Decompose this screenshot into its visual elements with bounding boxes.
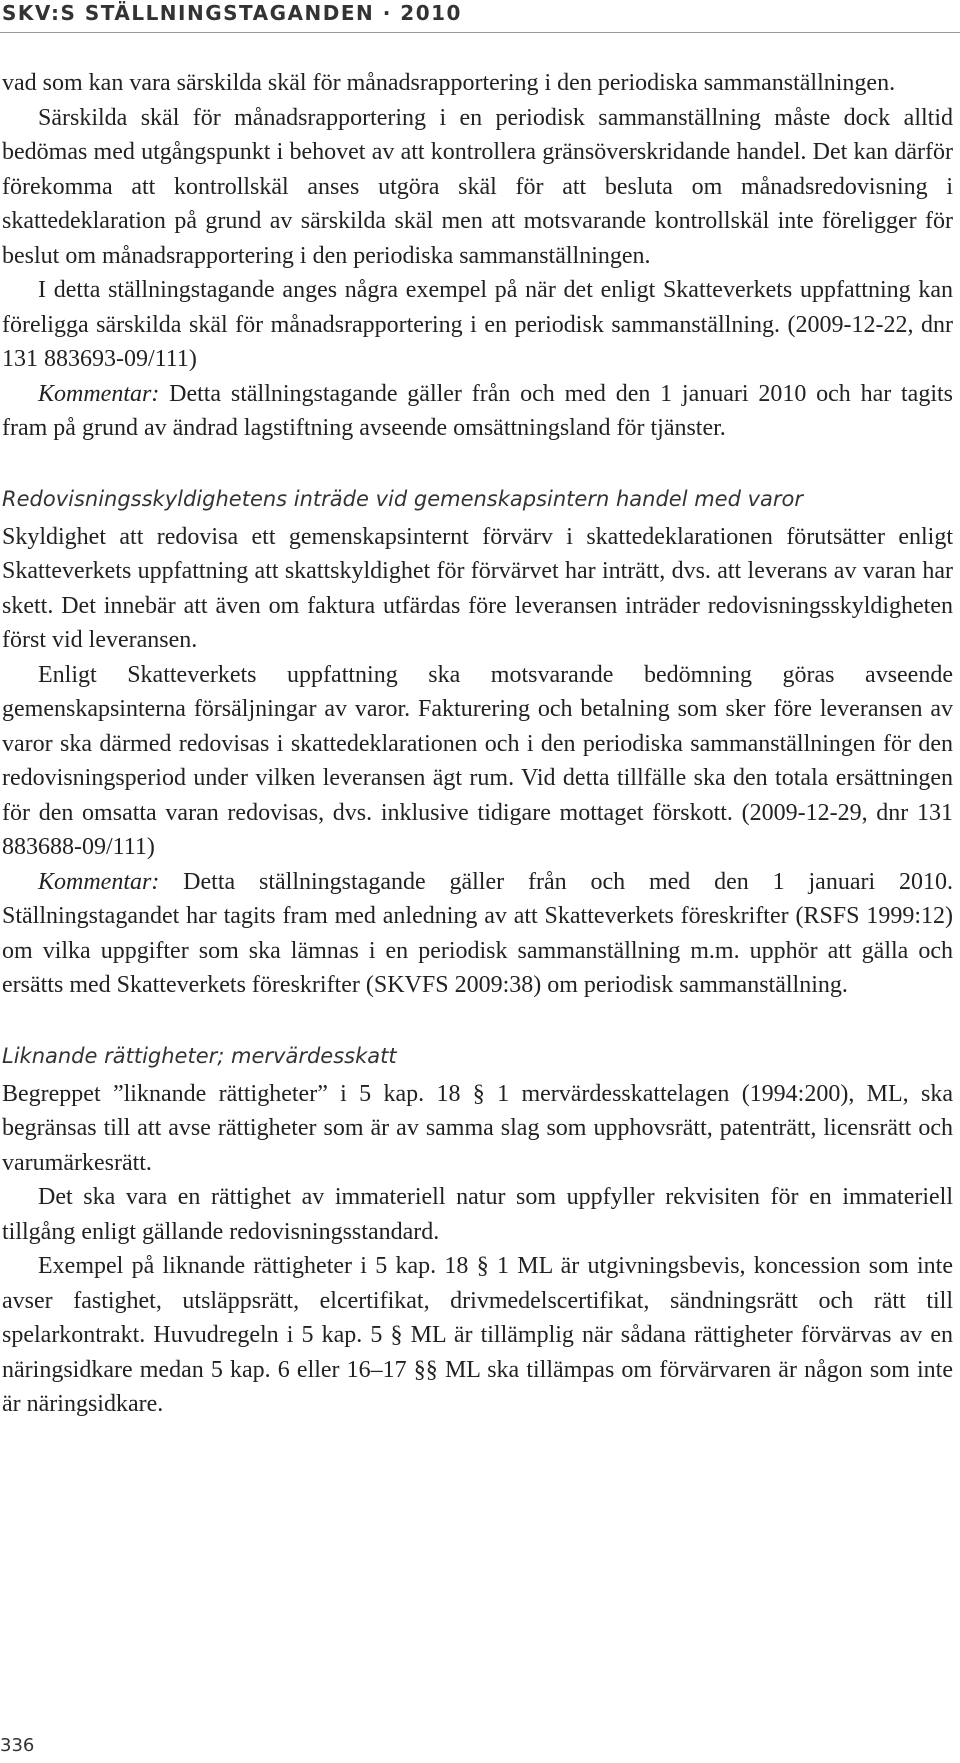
section2-paragraph-2: Det ska vara en rättighet av immateriell natur som uppfyller rekvisiten för en immateriell tillgång enligt gällande redovisningsstandard. (2, 1184, 953, 1245)
running-header (0, 0, 960, 28)
comment-label: Kommentar: (38, 380, 160, 407)
section-heading-redovisningsskyldighet: Redovisningsskyldighetens inträde vid gemenskapsintern handel med varor (2, 486, 803, 511)
section1-comment (2, 865, 953, 1003)
intro-paragraph-1: vad som kan vara särskilda skäl för månadsrapportering i den periodiska sammanställningen. (2, 70, 896, 96)
section2-paragraph-3: Exempel på liknande rättigheter i 5 kap. 18 § 1 ML är utgivningsbevis, koncession som inte avser fastighet, utsläppsrätt, elcertifikat, drivmedelscertifikat, sändningsrätt och rätt till spelarkontrakt. Huvudregeln i 5 kap. 5 § ML är tillämplig när sådana rättigheter förvärvas av en näringsidkare medan 5 kap. 6 eller 16–17 §§ ML ska tillämpas om förvärvaren är någon som inte är näringsidkare. (2, 1253, 953, 1417)
comment-text: Detta ställningstagande gäller från och med den 1 januari 2010 och har tagits fram på grund av ändrad lagstiftning avseende omsättningsland för tjänster. (2, 380, 953, 441)
intro-paragraph-3: I detta ställningstagande anges några exempel på när det enligt Skatteverkets uppfattning kan föreligga särskilda skäl för månadsrapportering i en periodisk sammanställning. (2009-12-22, dnr 131 883693-09/111) (2, 277, 953, 372)
running-title: SKV:S STÄLLNINGSTAGANDEN · 2010 (2, 1, 462, 25)
comment-label: Kommentar: (38, 868, 160, 895)
section-heading-liknande-rattigheter: Liknande rättigheter; mervärdesskatt (2, 1043, 397, 1068)
page-body (2, 66, 953, 1422)
page-number: 336 (0, 1735, 35, 1756)
comment-text: Detta ställningstagande gäller från och med den 1 januari 2010. Ställningstagandet har tagits fram med anledning av att Skatteverkets föreskrifter (RSFS 1999:12) om vilka uppgifter som ska lämnas i en periodisk sammanställning m.m. upphör att gälla och ersätts med Skatteverkets föreskrifter (SKVFS 2009:38) om periodisk sammanställning. (2, 868, 953, 998)
intro-paragraph-2: Särskilda skäl för månadsrapportering i en periodisk sammanställning måste dock alltid bedömas med utgångspunkt i behovet av att kontrollera gränsöverskridande handel. Det kan därför förekomma att kontrollskäl anses utgöra skäl för att besluta om månadsredovisning i skattedeklaration på grund av särskilda skäl men att motsvarande kontrollskäl inte föreligger för beslut om månadsrapportering i den periodiska sammanställningen. (2, 104, 953, 269)
section2-paragraph-1: Begreppet ”liknande rättigheter” i 5 kap. 18 § 1 mervärdesskattelagen (1994:200), ML, ska begränsas till att avse rättigheter som är av samma slag som upphovsrätt, patenträtt, licensrätt och varumärkesrätt. (2, 1080, 953, 1176)
header-rule (0, 32, 960, 33)
section1-paragraph-2: Enligt Skatteverkets uppfattning ska motsvarande bedömning göras avseende gemenskapsinterna försäljningar av varor. Fakturering och betalning som sker före leveransen av varor ska därmed redovisas i skattedeklarationen och i den periodiska sammanställningen för den redovisningsperiod under vilken leveransen ägt rum. Vid detta tillfälle ska den totala ersättningen för den omsatta varan redovisas, dvs. inklusive tidigare mottaget förskott. (2009-12-29, dnr 131 883688-09/111) (2, 661, 953, 860)
intro-comment (2, 377, 953, 446)
section1-paragraph-1: Skyldighet att redovisa ett gemenskapsinternt förvärv i skattedeklarationen förutsätter enligt Skatteverkets uppfattning att skattskyldighet för förvärvet har inträtt, dvs. att leverans av varan har skett. Det innebär att även om faktura utfärdas före leveransen inträder redovisningsskyldigheten först vid leveransen. (2, 523, 953, 653)
